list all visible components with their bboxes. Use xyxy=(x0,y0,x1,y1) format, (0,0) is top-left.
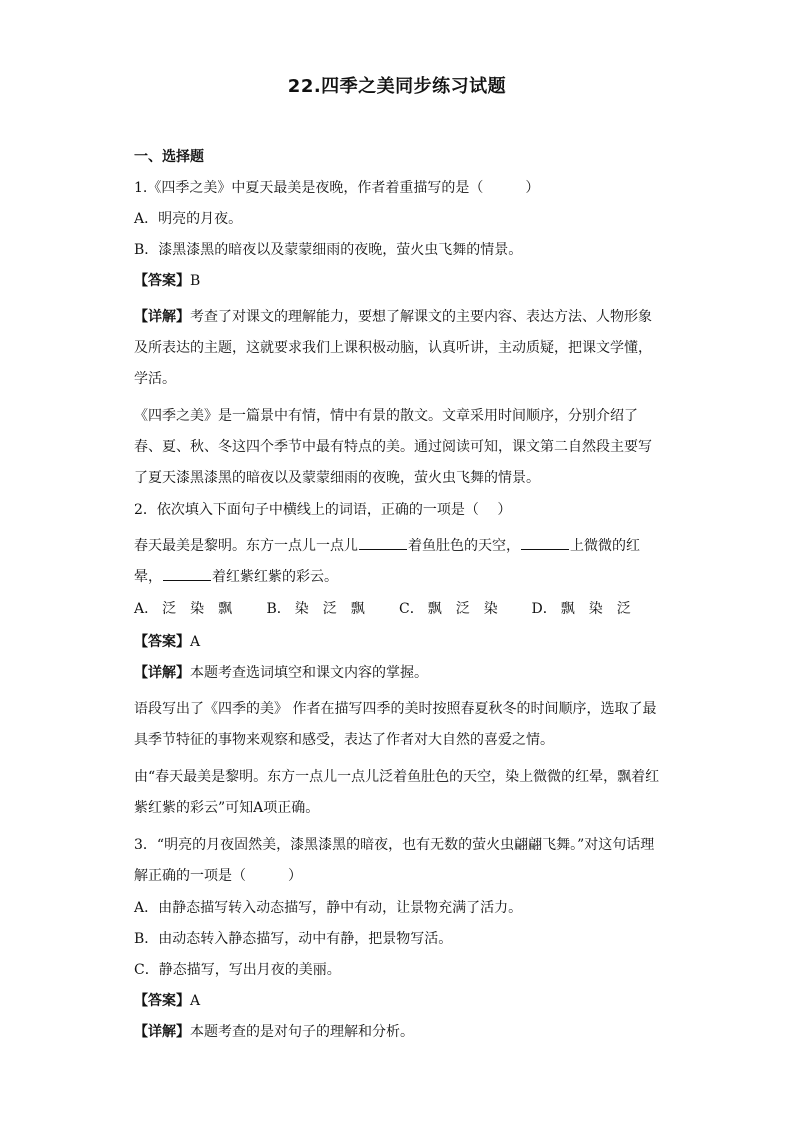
question-2-detail-2: 语段写出了《四季的美》 作者在描写四季的美时按照春夏秋冬的时间顺序，选取了最具季节特征的事物来观察和感受，表达了作者对大自然的喜爱之情。 xyxy=(134,701,657,748)
option-b xyxy=(267,599,400,620)
question-3-option-a: A．由静态描写转入动态描写，静中有动，让景物充满了活力。 xyxy=(134,900,523,916)
option-letter: C． xyxy=(399,601,424,617)
question-1-detail xyxy=(134,302,664,395)
option-word: 飘 xyxy=(218,601,233,617)
detail-tag: 【详解】 xyxy=(134,1024,190,1040)
option-word: 泛 xyxy=(616,601,631,617)
option-word: 泛 xyxy=(322,601,337,617)
option-a xyxy=(134,599,267,620)
detail-text: 考查了对课文的理解能力，要想了解课文的主要内容、表达方法、人物形象及所表达的主题，这就要求我们上课积极动脑，认真听讲，主动质疑，把课文学懂，学活。 xyxy=(134,309,652,387)
question-2-answer xyxy=(134,632,664,653)
detail-text: 本题考查的是对句子的理解和分析。 xyxy=(190,1024,414,1040)
question-1-answer xyxy=(134,271,664,292)
question-3-detail xyxy=(134,1022,664,1043)
option-letter: D． xyxy=(531,601,557,617)
answer-value: A xyxy=(190,634,201,650)
sentence-part: 着鱼肚色的天空， xyxy=(408,538,520,554)
question-2-options xyxy=(134,599,664,620)
sentence-part: 春天最美是黎明。东方一点儿一点儿 xyxy=(134,538,358,554)
answer-tag: 【答案】 xyxy=(134,634,190,650)
question-1-detail-2: 《四季之美》是一篇景中有情，情中有景的散文。文章采用时间顺序，分别介绍了春、夏、秋、冬这四个季节中最有特点的美。通过阅读可知，课文第二自然段主要写了夏天漆黑漆黑的暗夜以及蒙蒙细雨的夜晚，萤火虫飞舞的情景。 xyxy=(134,408,652,486)
answer-value: B xyxy=(190,273,201,289)
question-2-detail xyxy=(134,663,664,684)
detail-text: 本题考查选词填空和课文内容的掌握。 xyxy=(190,665,428,681)
option-word: 飘 xyxy=(560,601,575,617)
answer-tag: 【答案】 xyxy=(134,993,190,1009)
option-d xyxy=(532,599,665,620)
fill-blank xyxy=(163,566,211,581)
option-letter: A． xyxy=(134,601,159,617)
question-2-sentence xyxy=(134,531,664,593)
option-word: 飘 xyxy=(350,601,365,617)
question-2-detail-3: 由“春天最美是黎明。东方一点儿一点儿泛着鱼肚色的天空，染上微微的红晕，飘着红紫红紫的彩云”可知A项正确。 xyxy=(134,769,660,816)
sentence-part: 上微微的红晕， xyxy=(134,538,640,585)
sentence-part: 着红紫红紫的彩云。 xyxy=(212,569,338,585)
fill-blank xyxy=(359,535,407,550)
question-1-option-a: A．明亮的月夜。 xyxy=(134,211,243,227)
option-word: 飘 xyxy=(427,601,442,617)
option-word: 染 xyxy=(588,601,603,617)
answer-tag: 【答案】 xyxy=(134,273,190,289)
option-word: 染 xyxy=(190,601,205,617)
detail-tag: 【详解】 xyxy=(134,309,190,325)
question-2-stem: 2．依次填入下面句子中横线上的词语，正确的一项是（ ） xyxy=(134,502,512,518)
option-word: 染 xyxy=(294,601,309,617)
fill-blank xyxy=(521,535,569,550)
page-title: 22.四季之美同步练习试题 xyxy=(287,76,507,97)
question-3-stem: 3．“明亮的月夜固然美，漆黑漆黑的暗夜，也有无数的萤火虫翩翩飞舞。”对这句话理解正确的一项是（ ） xyxy=(134,837,655,884)
question-3-option-b: B．由动态转入静态描写，动中有静，把景物写活。 xyxy=(134,931,453,947)
question-3-answer xyxy=(134,991,664,1012)
question-1-stem: 1.《四季之美》中夏天最美是夜晚，作者着重描写的是（ ） xyxy=(134,180,540,196)
question-3-option-c: C．静态描写，写出月夜的美丽。 xyxy=(134,962,341,978)
question-1-option-b: B．漆黑漆黑的暗夜以及蒙蒙细雨的夜晚，萤火虫飞舞的情景。 xyxy=(134,242,523,258)
answer-value: A xyxy=(190,993,201,1009)
option-word: 染 xyxy=(483,601,498,617)
option-letter: B． xyxy=(266,601,291,617)
detail-tag: 【详解】 xyxy=(134,665,190,681)
option-c xyxy=(399,599,532,620)
document-body xyxy=(134,147,664,1053)
section-heading: 一、选择题 xyxy=(134,149,204,165)
option-word: 泛 xyxy=(162,601,177,617)
option-word: 泛 xyxy=(455,601,470,617)
